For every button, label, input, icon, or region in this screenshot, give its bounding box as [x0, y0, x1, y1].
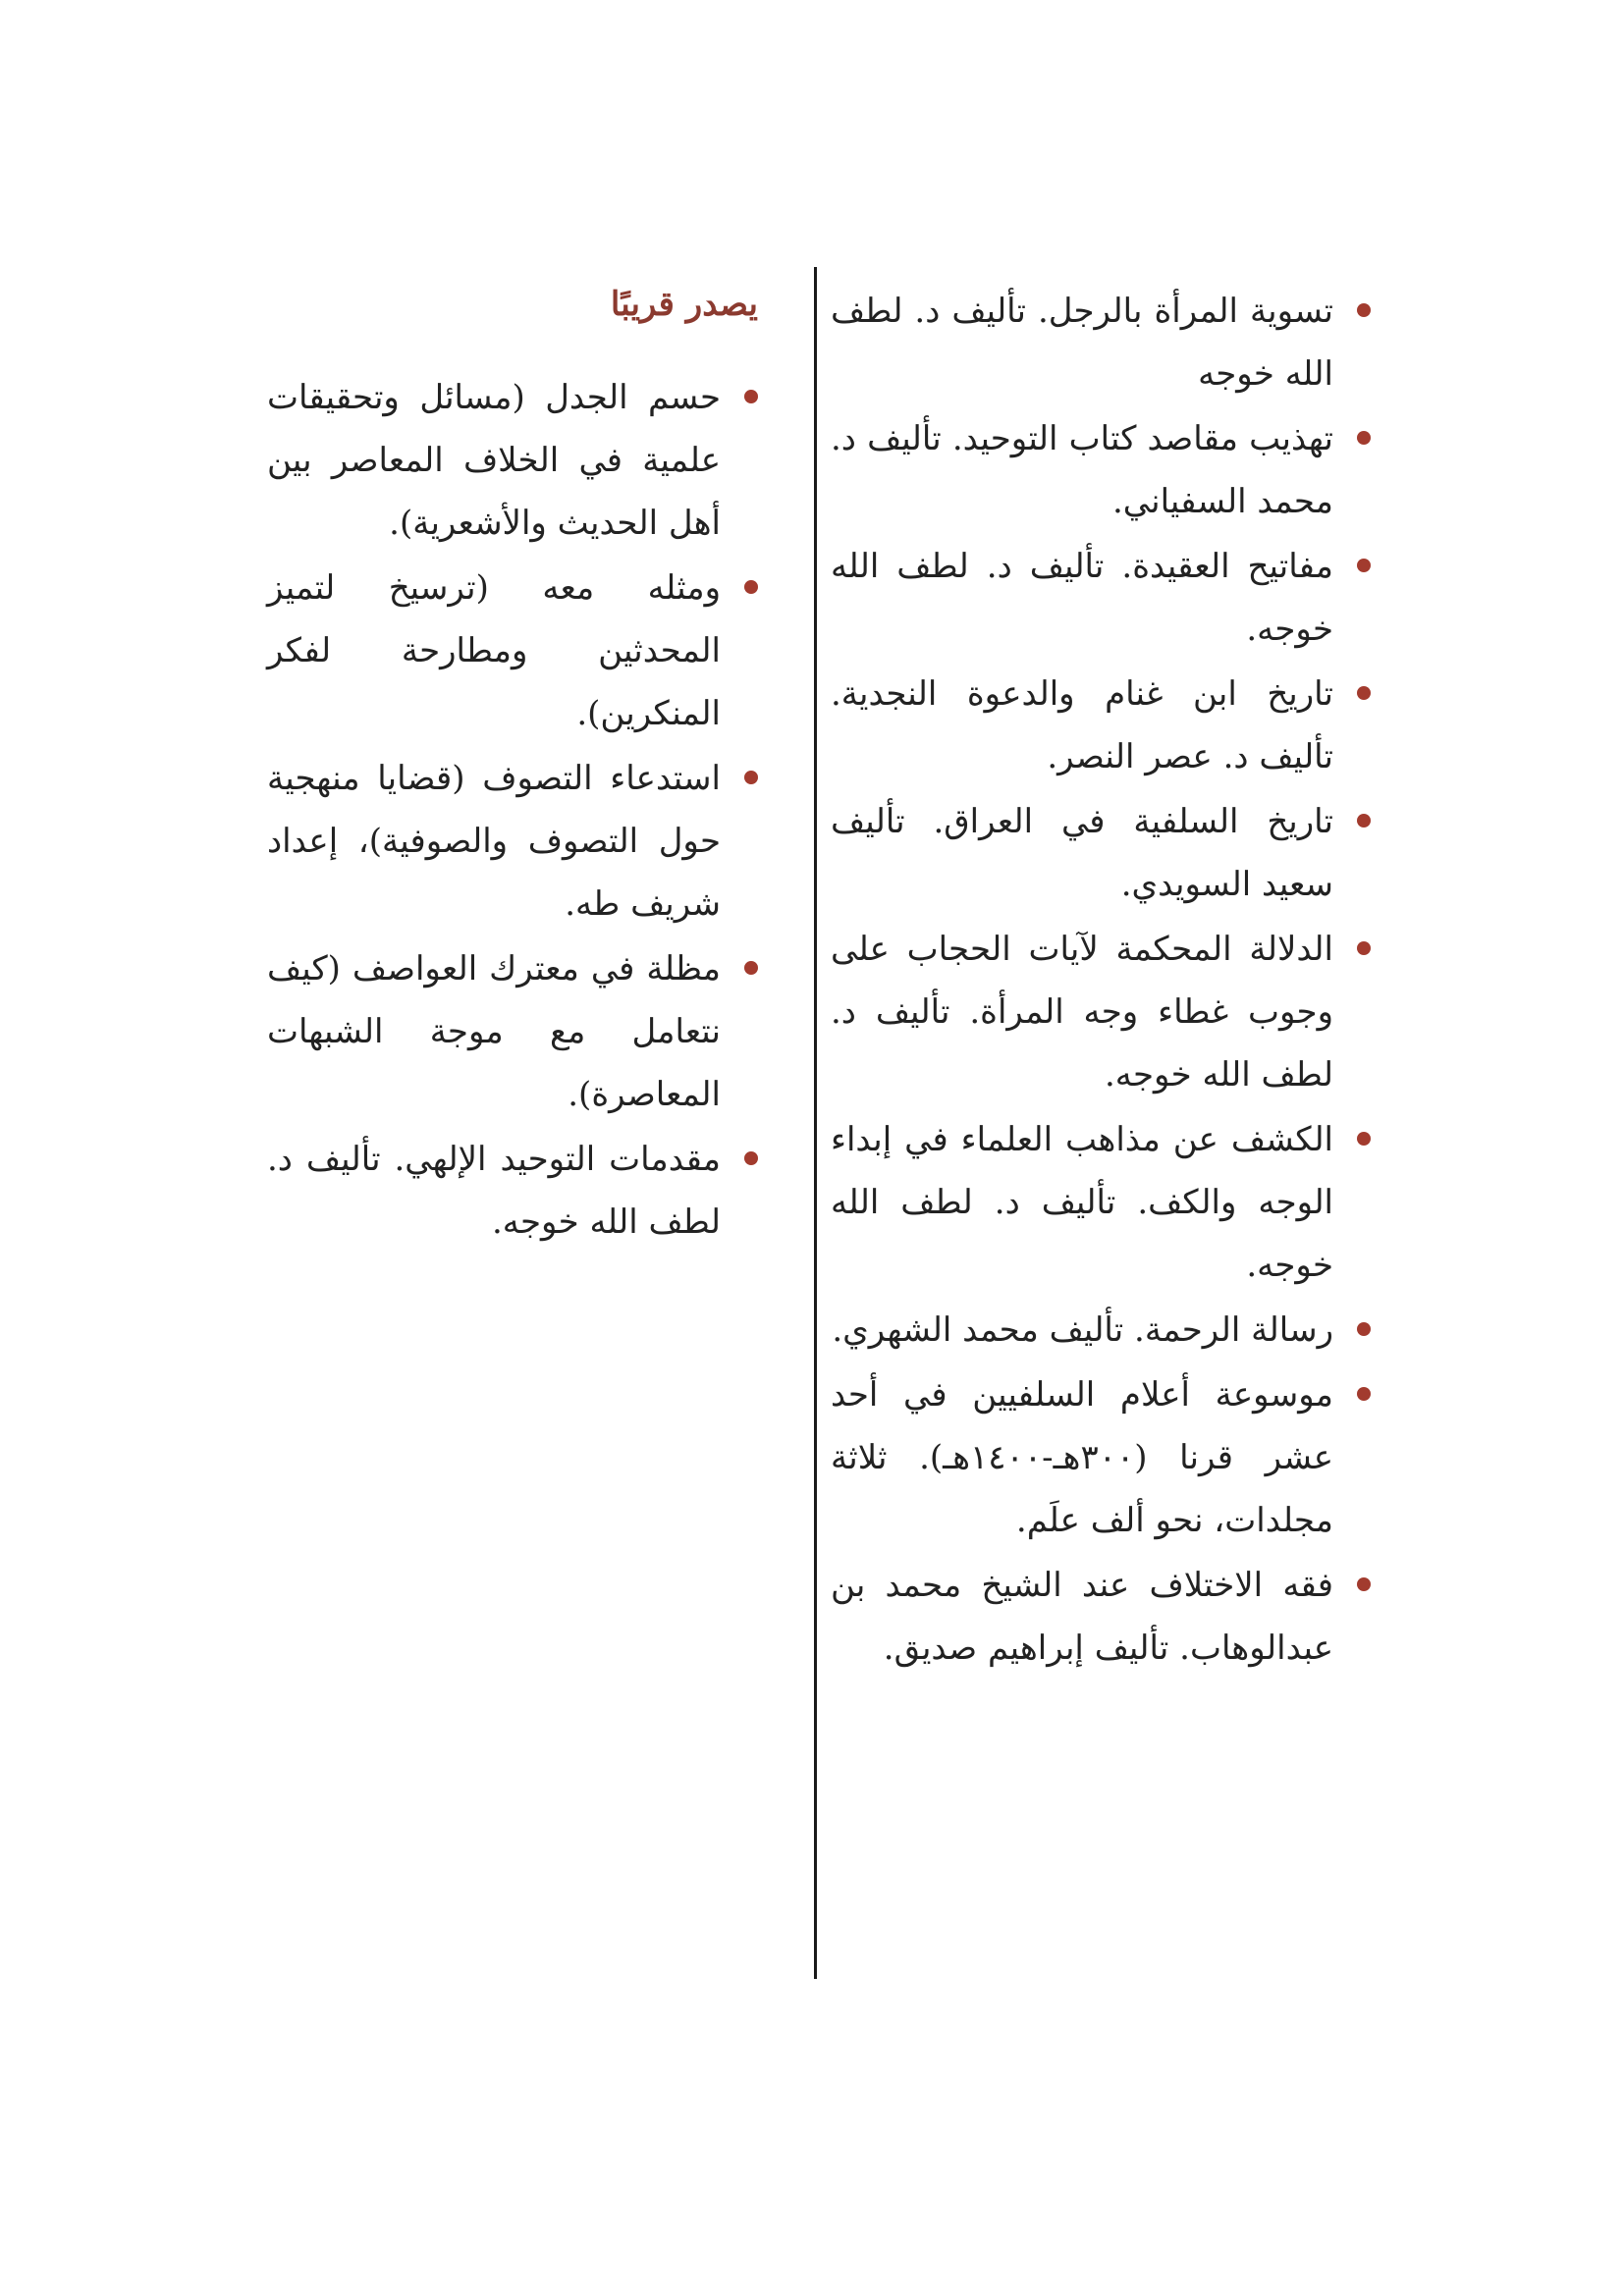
bullet-icon	[1357, 814, 1371, 828]
list-item	[831, 663, 1371, 788]
list-item	[831, 407, 1371, 533]
coming-soon-column	[267, 280, 758, 1255]
bullet-icon	[1357, 1577, 1371, 1591]
list-item	[831, 1363, 1371, 1552]
list-item-text: تاريخ ابن غنام والدعوة النجدية. تأليف د. عصر النصر.	[831, 674, 1333, 776]
list-item	[267, 557, 758, 745]
column-divider	[814, 267, 817, 1979]
bullet-icon	[1357, 431, 1371, 445]
coming-soon-heading: يصدر قريبًا	[610, 285, 758, 324]
list-item	[831, 918, 1371, 1106]
list-item	[831, 1554, 1371, 1680]
list-item	[267, 747, 758, 935]
list-item-text: موسوعة أعلام السلفيين في أحد عشر قرنا (٣٠٠هـ-١٤٠٠هـ). ثلاثة مجلدات، نحو ألف علَم.	[831, 1375, 1333, 1540]
list-item-text: تاريخ السلفية في العراق. تأليف سعيد السويدي.	[831, 802, 1333, 904]
list-item	[267, 366, 758, 555]
list-item-text: تسوية المرأة بالرجل. تأليف د. لطف الله خوجه	[831, 292, 1333, 394]
list-item-text: ومثله معه (ترسيخ لتميز المحدثين ومطارحة لفكر المنكرين).	[267, 568, 721, 733]
list-item-text: حسم الجدل (مسائل وتحقيقات علمية في الخلاف المعاصر بين أهل الحديث والأشعرية).	[267, 378, 721, 543]
list-item-text: مظلة في معترك العواصف (كيف نتعامل مع موجة الشبهات المعاصرة).	[267, 949, 721, 1114]
coming-soon-list	[267, 366, 758, 1254]
published-books-column	[831, 280, 1371, 1682]
list-item-text: تهذيب مقاصد كتاب التوحيد. تأليف د. محمد السفياني.	[831, 419, 1333, 521]
bullet-icon	[1357, 303, 1371, 317]
list-item	[267, 1128, 758, 1254]
list-item	[831, 280, 1371, 405]
list-item-text: الدلالة المحكمة لآيات الحجاب على وجوب غطاء وجه المرأة. تأليف د. لطف الله خوجه.	[831, 930, 1333, 1095]
list-item-text: مقدمات التوحيد الإلهي. تأليف د. لطف الله خوجه.	[267, 1140, 721, 1242]
bullet-icon	[744, 961, 758, 975]
list-item	[267, 937, 758, 1126]
published-books-list	[831, 280, 1371, 1680]
list-item	[831, 535, 1371, 661]
bullet-icon	[744, 1151, 758, 1165]
bullet-icon	[744, 771, 758, 784]
bullet-icon	[1357, 1322, 1371, 1336]
bullet-icon	[744, 580, 758, 594]
list-item	[831, 1108, 1371, 1297]
list-item-text: الكشف عن مذاهب العلماء في إبداء الوجه والكف. تأليف د. لطف الله خوجه.	[831, 1120, 1333, 1285]
list-item-text: استدعاء التصوف (قضايا منهجية حول التصوف والصوفية)، إعداد شريف طه.	[267, 759, 721, 924]
bullet-icon	[1357, 559, 1371, 572]
list-item-text: فقه الاختلاف عند الشيخ محمد بن عبدالوهاب. تأليف إبراهيم صديق.	[831, 1566, 1333, 1668]
list-item	[831, 790, 1371, 916]
list-item-text: رسالة الرحمة. تأليف محمد الشهري.	[832, 1310, 1333, 1350]
bullet-icon	[1357, 941, 1371, 955]
list-item	[831, 1299, 1371, 1362]
bullet-icon	[1357, 1387, 1371, 1401]
bullet-icon	[744, 390, 758, 403]
bullet-icon	[1357, 686, 1371, 700]
bullet-icon	[1357, 1132, 1371, 1146]
list-item-text: مفاتيح العقيدة. تأليف د. لطف الله خوجه.	[831, 547, 1333, 649]
